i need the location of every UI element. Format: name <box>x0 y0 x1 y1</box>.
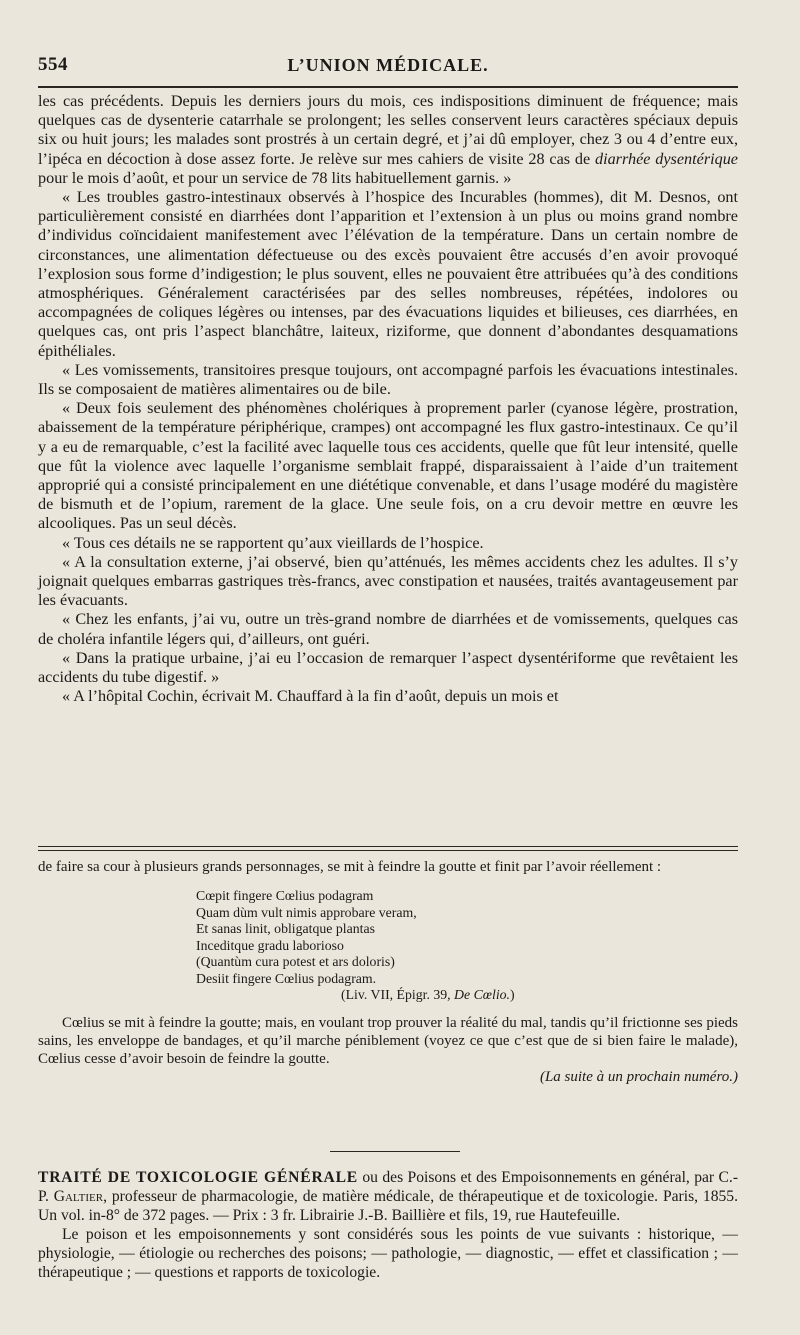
feuilleton-intro: de faire sa cour à plusieurs grands personnages, se mit à feindre la goutte et finit par l’avoir réellement : <box>38 859 662 875</box>
page-number: 554 <box>38 54 68 75</box>
paragraph-1: les cas précédents. Depuis les derniers jours du mois, ces indispositions diminuent de fréquence; mais quelques cas de dysenterie catarrhale se prolongent; les selles conservent leurs caractères spéciaux depuis six ou huit jours; les malades sont prostrés à un certain degré, et j’ai dû employer, chez 3 ou 4 d’entre eux, l’ipéca en décoction à dose assez forte. Je relève sur mes cahiers de visite 28 cas de diarrhée dysentérique pour le mois d’août, et pour un service de 78 lits habituellement garnis. » <box>38 92 738 187</box>
section-divider <box>38 846 738 851</box>
review-citation: TRAITÉ DE TOXICOLOGIE GÉNÉRALE ou des Poisons et des Empoisonnements en général, par C.-P. Galtier, professeur de pharmacologie, de matière médicale, de thérapeutique et de toxicologie. Paris, 1855. Un vol. in-8° de 372 pages. — Prix : 3 fr. Librairie J.-B. Baillière et fils, 19, rue Hautefeuille. <box>38 1169 739 1224</box>
poem-line: Inceditque gradu laborioso <box>196 937 344 953</box>
poem-line: Quam dùm vult nimis approbare veram, <box>196 904 417 920</box>
paragraph-4: « Deux fois seulement des phénomènes cholériques à proprement parler (cyanose légère, prostration, abaissement de la température périphérique, crampes) ont accompagné les flux gastro-intestinaux. Ce qu’il y a eu de remarquable, c’est la facilité avec laquelle tous ces accidents, quelle que fût leur intensité, quelle que fût la violence avec laquelle l’organisme semblait frappé, disparaissaient à l’aide d’un traitement approprié qui a consisté principalement en une diététique convenable, et dans l’usage modéré du magistère de bismuth et de l’opium, rarement de la glace. Une seule fois, on a cru devoir mettre en œuvre les alcooliques. Pas un seul décès. <box>38 399 738 533</box>
feuilleton <box>38 858 738 1086</box>
poem-line: Desiit fingere Cœlius podagram. <box>196 970 377 986</box>
review-author: C.-P. Galtier <box>38 1169 739 1205</box>
book-review <box>38 1168 738 1282</box>
poem-line: Cœpit fingere Cœlius podagram <box>196 888 374 903</box>
paragraph-2: « Les troubles gastro-intestinaux observés à l’hospice des Incurables (hommes), dit M. Desnos, ont particulièrement consisté en diarrhées dont l’apparition et l’extension à un plus ou moins grand nombre d’individus coïncidaient manifestement avec l’élévation de la température. Dans un certain nombre de circonstances, une alimentation défectueuse ou des excès pouvaient être accusés d’en avoir provoqué l’explosion sous forme d’indigestion; le plus souvent, elles ne pouvaient être attribuées qu’à des conditions atmosphériques. Généralement caractérisées par des selles nombreuses, répétées, indolores ou accompagnées de coliques légères ou intenses, par des évacuations liquides et bilieuses, ces diarrhées, en quelques cas, ont pris l’aspect blanchâtre, laiteux, riziforme, que donnent d’abondantes desquamations épithéliales. <box>38 188 738 360</box>
paragraph-3: « Les vomissements, transitoires presque toujours, ont accompagné parfois les évacuations intestinales. Ils se composaient de matières alimentaires ou de bile. <box>38 360 738 399</box>
review-title: TRAITÉ DE TOXICOLOGIE GÉNÉRALE <box>38 1169 358 1186</box>
header-rule <box>38 86 738 88</box>
latin-epigram <box>196 888 738 1004</box>
review-summary: Le poison et les empoisonnements y sont considérés sous les points de vue suivants : historique, — physiologie, — étiologie ou recherches des poisons; — pathologie, — diagnostic, — effet et classification ; — thérapeutique ; — questions et rapports de toxicologie. <box>38 1226 738 1281</box>
paragraph-7: « Chez les enfants, j’ai vu, outre un très-grand nombre de diarrhées et de vomissements, quelques cas de choléra infantile légers qui, d’ailleurs, ont guéri. <box>38 610 738 648</box>
poem-line: Et sanas linit, obligatque plantas <box>196 921 375 936</box>
paragraph-6: « A la consultation externe, j’ai observé, bien qu’atténués, les mêmes accidents chez les adultes. Il s’y joignait quelques embarras gastriques très-francs, avec constipation et nausées, traités avantageusement par les évacuants. <box>38 552 738 610</box>
main-text <box>38 92 738 707</box>
page-header <box>38 46 738 76</box>
poem-citation: (Liv. VII, Épigr. 39, De Cœlio.) <box>341 987 515 1002</box>
paragraph-5: « Tous ces détails ne se rapportent qu’aux vieillards de l’hospice. <box>62 533 484 552</box>
running-title: L’UNION MÉDICALE. <box>287 55 489 75</box>
feuilleton-body: Cœlius se mit à feindre la goutte; mais, en voulant trop prouver la réalité du mal, tandis qu’il frictionne ses pieds sains, les enveloppe de bandages, et qu’il marche péniblement (voyez ce que c’est que de si bien faire le malade), Cœlius cesse d’avoir besoin de feindre la goutte. <box>38 1014 738 1067</box>
short-divider <box>330 1151 460 1152</box>
paragraph-8: « Dans la pratique urbaine, j’ai eu l’occasion de remarquer l’aspect dysentériforme que revêtaient les accidents du tube digestif. » <box>38 648 738 687</box>
paragraph-9: « A l’hôpital Cochin, écrivait M. Chauffard à la fin d’août, depuis un mois et <box>62 687 559 706</box>
continued-note: (La suite à un prochain numéro.) <box>539 1068 738 1085</box>
poem-line: (Quantùm cura potest et ars doloris) <box>196 954 395 969</box>
